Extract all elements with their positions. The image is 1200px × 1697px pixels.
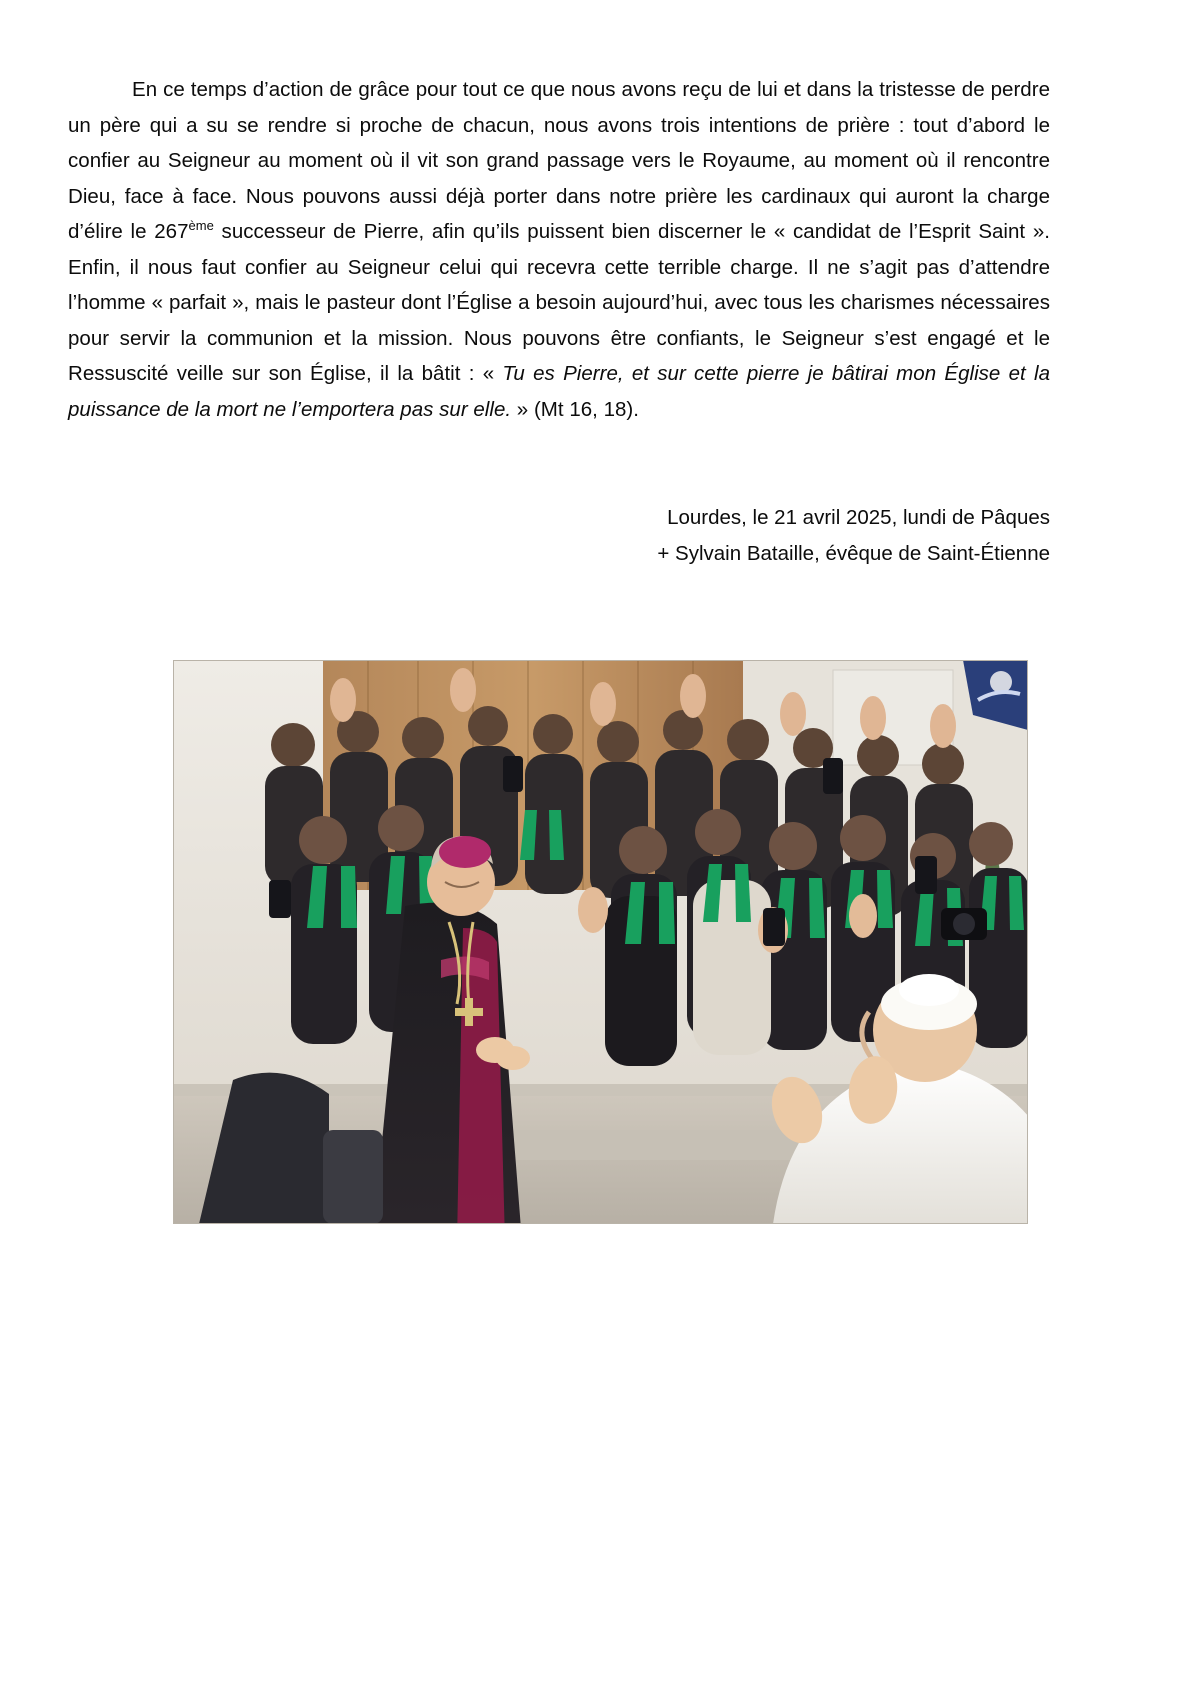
paragraph-lead: En ce temps d’action de grâce pour tout ce que nous avons reçu de lui et dans la tristesse de perdre un père qui a su se rendre si proche de chacun, nous avons trois intentions de prière : tout d’abord le confier au Seigneur au moment où il vit son grand passage vers le Royaume, au moment où il rencontre Dieu, face à face. Nous pouvons aussi déjà porter dans notre prière les cardinaux qui auront la charge d’élire le 267: [68, 78, 1050, 243]
group-photo-image: [173, 660, 1028, 1224]
paragraph-tail: » (Mt 16, 18).: [511, 397, 639, 421]
paragraph-middle: successeur de Pierre, afin qu’ils puissent bien discerner le « candidat de l’Esprit Saint ». Enfin, il nous faut confier au Seigneur celui qui recevra cette terrible charge. Il ne s’agit pas d’attendre l’homme « parfait », mais le pasteur dont l’Église a besoin aujourd’hui, avec tous les charismes nécessaires pour servir la communion et la mission. Nous pouvons être confiants, le Seigneur s’est engagé et le Ressuscité veille sur son Église, il la bâtit : «: [68, 220, 1050, 385]
signer-name: + Sylvain Bataille, évêque de Saint-Étienne: [657, 541, 1050, 565]
scripture-quote: Tu es Pierre, et sur cette pierre je bâtirai mon Église et la puissance de la mort ne l’emportera pas sur elle.: [68, 362, 1050, 421]
signature-block: [68, 500, 1050, 571]
letter-body: [68, 72, 1050, 427]
closing-paragraph: [68, 72, 1050, 427]
ordinal-suffix: ème: [188, 218, 214, 234]
place-and-date: Lourdes, le 21 avril 2025, lundi de Pâques: [667, 506, 1050, 529]
